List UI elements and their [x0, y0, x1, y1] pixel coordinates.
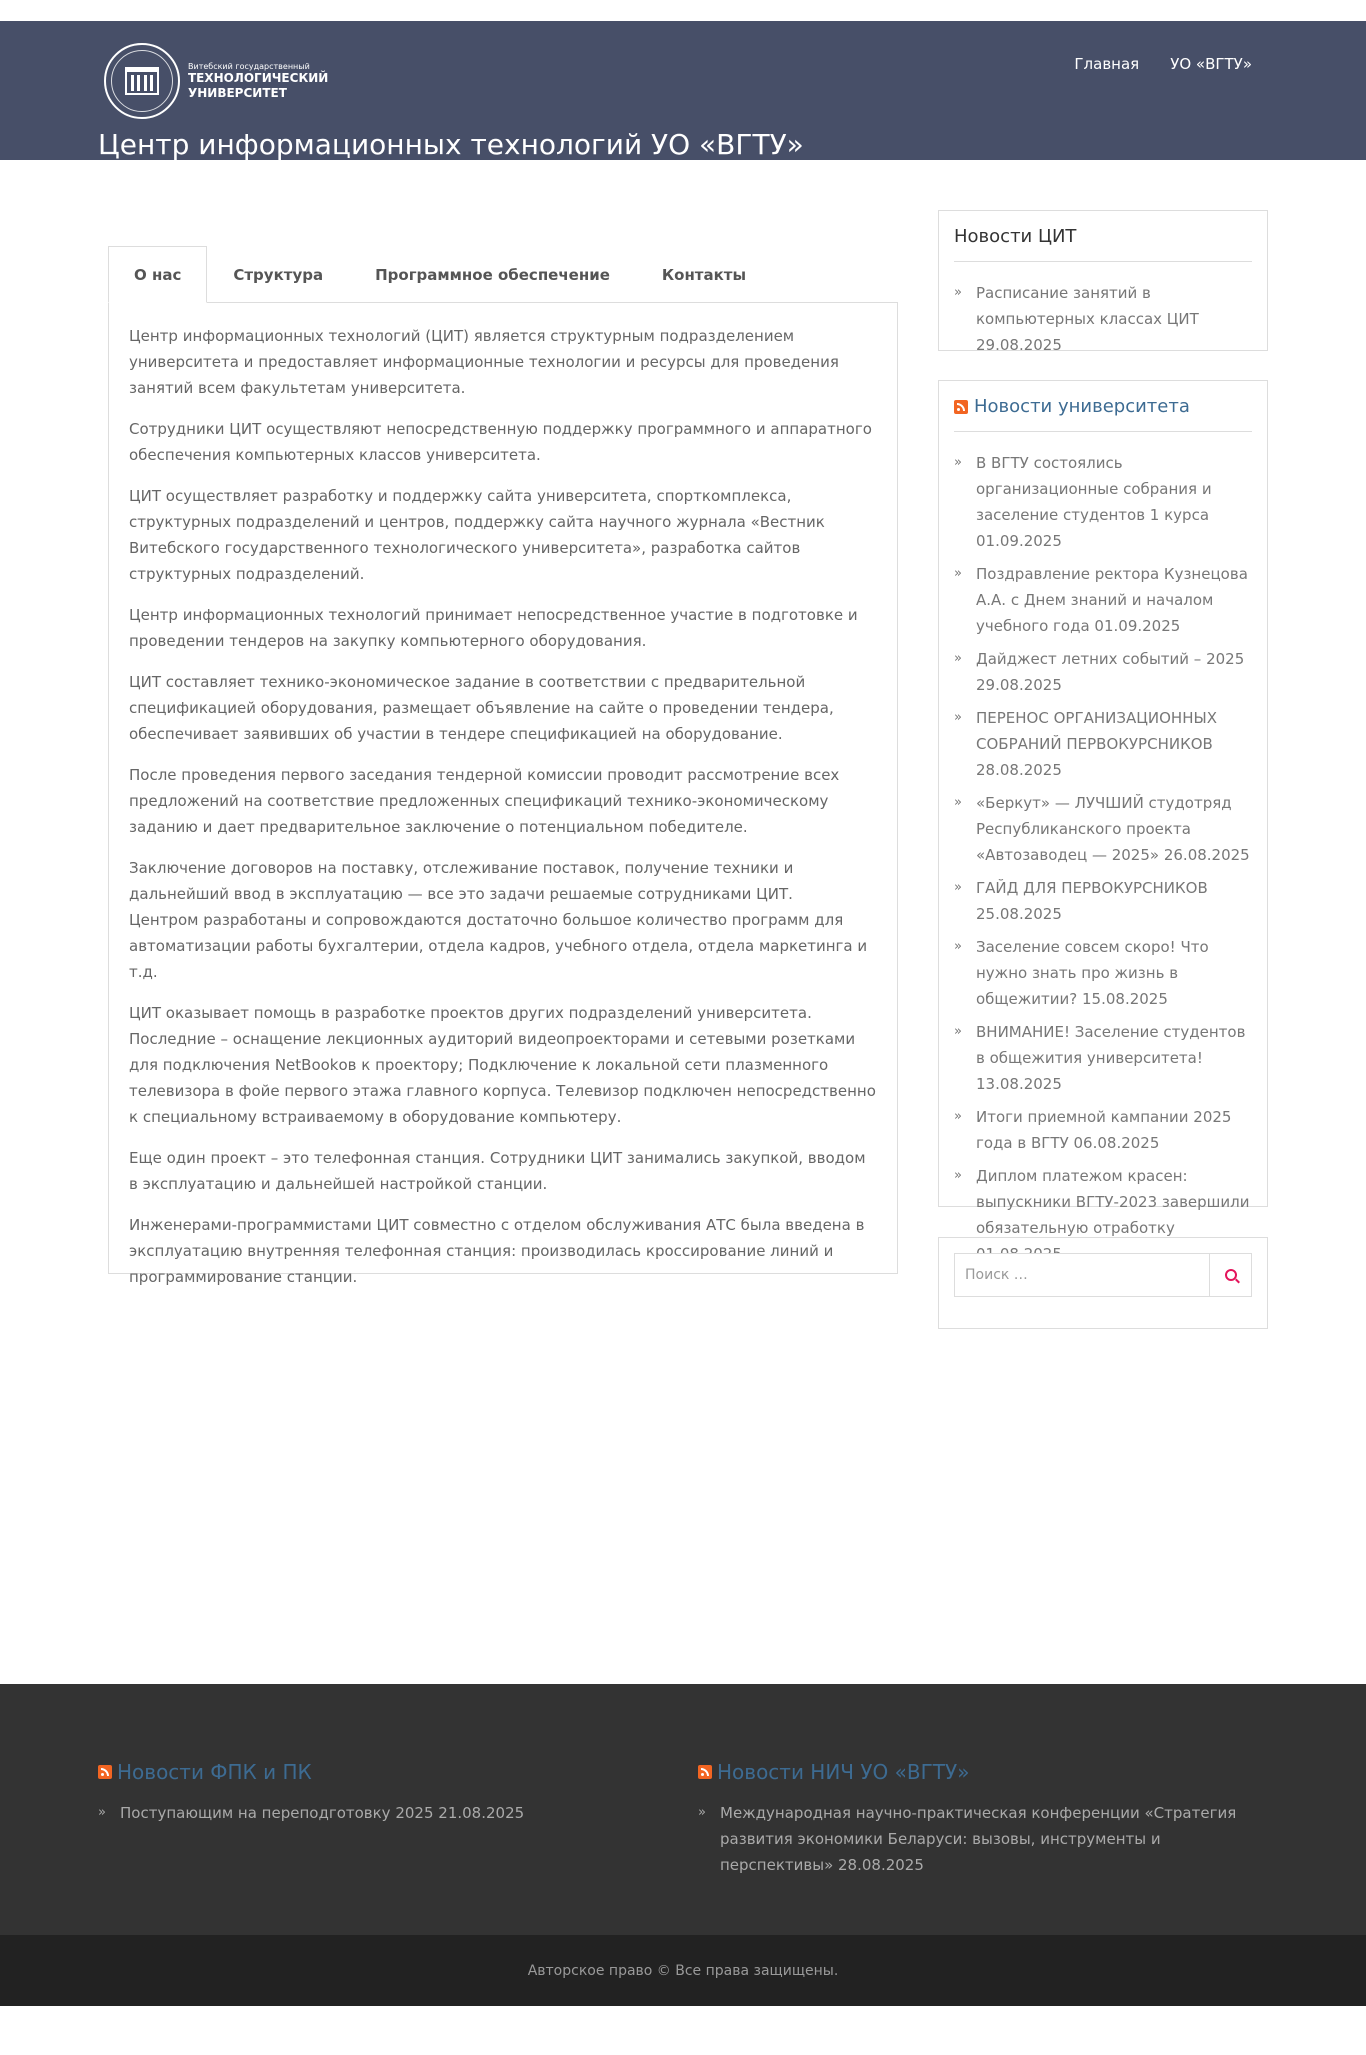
chevron-right-icon: » — [954, 710, 962, 725]
about-paragraph: После проведения первого заседания тендерной комиссии проводит рассмотрение всех предложений на соответствие предложенных спецификаций технико-экономическому заданию и дает предварительное заключение о потенциальном победителе. — [129, 766, 840, 836]
chevron-right-icon: » — [954, 939, 962, 954]
footer-widget-title[interactable]: Новости НИЧ УО «ВГТУ» — [698, 1760, 1268, 1784]
university-logo[interactable] — [104, 41, 329, 121]
site-title[interactable]: Центр информационных технологий УО «ВГТУ» — [98, 128, 804, 161]
rss-icon[interactable] — [698, 1765, 712, 1779]
search-form — [954, 1253, 1252, 1297]
about-paragraph: Центр информационных технологий (ЦИТ) является структурным подразделением университета и предоставляет информационные технологии и ресурсы для проведения занятий всем факультетам университета. — [129, 327, 839, 397]
list-item[interactable]: » Дайджест летних событий – 2025 29.08.2025 — [954, 646, 1252, 698]
chevron-right-icon: » — [954, 1168, 962, 1183]
about-paragraph: Сотрудники ЦИТ осуществляют непосредственную поддержку программного и аппаратного обеспечения компьютерных классов университета. — [129, 420, 872, 464]
about-paragraph: ЦИТ составляет технико-экономическое задание в соответствии с предварительной спецификацией оборудования, размещает объявление на сайте о проведении тендера, обеспечивает заявивших об участии в тендере спецификацией на оборудование. — [129, 673, 834, 743]
rss-icon[interactable] — [954, 400, 968, 414]
tab-software[interactable]: Программное обеспечение — [375, 265, 610, 284]
cit-news-list — [954, 280, 1252, 358]
footer-bottom — [0, 1935, 1366, 2006]
chevron-right-icon: » — [98, 1805, 106, 1820]
about-paragraph: Еще один проект – это телефонная станция. Сотрудники ЦИТ занимались закупкой, вводом в эксплуатацию и дальнейшей настройкой станции. — [129, 1149, 866, 1193]
about-paragraph: Центр информационных технологий принимает непосредственное участие в подготовке и проведении тендеров на закупку компьютерного оборудования. — [129, 606, 858, 650]
chevron-right-icon: » — [954, 455, 962, 470]
chevron-right-icon: » — [954, 566, 962, 581]
university-seal-icon — [104, 43, 180, 119]
chevron-right-icon: » — [698, 1805, 706, 1820]
chevron-right-icon: » — [954, 285, 962, 300]
widget-search — [938, 1237, 1268, 1329]
footer-fpk-news — [98, 1760, 638, 1826]
chevron-right-icon: » — [954, 795, 962, 810]
rss-icon[interactable] — [98, 1765, 112, 1779]
chevron-right-icon: » — [954, 651, 962, 666]
chevron-right-icon: » — [954, 880, 962, 895]
list-item[interactable]: » «Беркут» — ЛУЧШИЙ студотряд Республиканского проекта «Автозаводец — 2025» 26.08.2025 — [954, 790, 1252, 868]
about-paragraph: ЦИТ осуществляет разработку и поддержку сайта университета, спорткомплекса, структурных подразделений и центров, поддержку сайта научного журнала «Вестник Витебского государственного технологического университета», разработка сайтов структурных подразделений. — [129, 487, 825, 583]
tab-bar — [108, 246, 772, 303]
list-item[interactable]: » Заселение совсем скоро! Что нужно знать про жизнь в общежитии? 15.08.2025 — [954, 934, 1252, 1012]
about-paragraph-line: Центром разработаны и сопровождаются достаточно большое количество программ для автоматизации работы бухгалтерии, отдела кадров, учебного отдела, отдела маркетинга и т.д. — [129, 911, 868, 981]
widget-title[interactable]: Новости университета — [954, 396, 1252, 432]
list-item[interactable]: » В ВГТУ состоялись организационные собрания и заселение студентов 1 курса 01.09.2025 — [954, 450, 1252, 554]
search-icon — [1225, 1269, 1237, 1281]
about-paragraph-line: Заключение договоров на поставку, отслеживание поставок, получение техники и дальнейший ввод в эксплуатацию — все это задачи решаемые сотрудниками ЦИТ. — [129, 859, 794, 903]
nav-vgtu[interactable]: УО «ВГТУ» — [1170, 55, 1252, 73]
footer-widgets — [0, 1684, 1366, 1935]
university-news-list — [954, 450, 1252, 1267]
footer-nich-news — [698, 1760, 1268, 1878]
list-item[interactable]: » ПЕРЕНОС ОРГАНИЗАЦИОННЫХ СОБРАНИЙ ПЕРВОКУРСНИКОВ 28.08.2025 — [954, 705, 1252, 783]
list-item[interactable]: » Поступающим на переподготовку 2025 21.08.2025 — [98, 1800, 638, 1826]
list-item[interactable]: » Расписание занятий в компьютерных классах ЦИТ 29.08.2025 — [954, 280, 1252, 358]
widget-title: Новости ЦИТ — [954, 226, 1252, 262]
chevron-right-icon: » — [954, 1109, 962, 1124]
tab-contacts[interactable]: Контакты — [661, 265, 747, 284]
tab-panel-about — [108, 302, 898, 1286]
list-item[interactable]: » Итоги приемной кампании 2025 года в ВГТУ 06.08.2025 — [954, 1104, 1252, 1156]
list-item[interactable]: » Международная научно-практическая конференции «Стратегия развития экономики Беларуси: вызовы, инструменты и перспективы» 28.08.2025 — [698, 1800, 1268, 1878]
logo-line-2: ТЕХНОЛОГИЧЕСКИЙ — [188, 71, 329, 86]
chevron-right-icon: » — [954, 1024, 962, 1039]
about-paragraph: Инженерами-программистами ЦИТ совместно с отделом обслуживания АТС была введена в эксплуатацию внутренняя телефонная станция: производилась кроссирование линий и программирование станции. — [129, 1216, 865, 1286]
tab-about[interactable]: О нас — [108, 246, 207, 303]
search-input[interactable] — [954, 1253, 1209, 1297]
widget-university-news — [938, 380, 1268, 1237]
list-item[interactable]: » Диплом платежом красен: выпускники ВГТУ-2023 завершили обязательную отработку — [954, 1163, 1252, 1267]
main-nav — [1074, 55, 1252, 73]
search-button[interactable] — [1209, 1253, 1252, 1297]
logo-line-3: УНИВЕРСИТЕТ — [188, 85, 287, 100]
copyright-text: Авторское право © Все права защищены. — [527, 1962, 839, 1979]
list-item[interactable]: » ВНИМАНИЕ! Заселение студентов в общежития университета! 13.08.2025 — [954, 1019, 1252, 1097]
tab-structure[interactable]: Структура — [233, 265, 324, 284]
about-paragraph: ЦИТ оказывает помощь в разработке проектов других подразделений университета. Последние – оснащение лекционных аудиторий видеопроекторами и сетевыми розетками для подключения NetBookов к проектору; Подключение к локальной сети плазменного телевизора в фойе первого этажа главного корпуса. Телевизор подключен непосредственно к специальному встраиваемому в оборудование компьютеру. — [129, 1004, 876, 1126]
logo-line-1: Витебский государственный — [188, 61, 310, 71]
widget-cit-news — [938, 210, 1268, 354]
footer-widget-title[interactable]: Новости ФПК и ПК — [98, 1760, 638, 1784]
list-item[interactable]: » Поздравление ректора Кузнецова А.А. с Днем знаний и началом учебного года 01.09.2025 — [954, 561, 1252, 639]
list-item[interactable]: » ГАЙД ДЛЯ ПЕРВОКУРСНИКОВ 25.08.2025 — [954, 875, 1252, 927]
site-header — [0, 21, 1366, 160]
about-paragraph — [129, 855, 877, 985]
nav-home[interactable]: Главная — [1074, 55, 1140, 73]
